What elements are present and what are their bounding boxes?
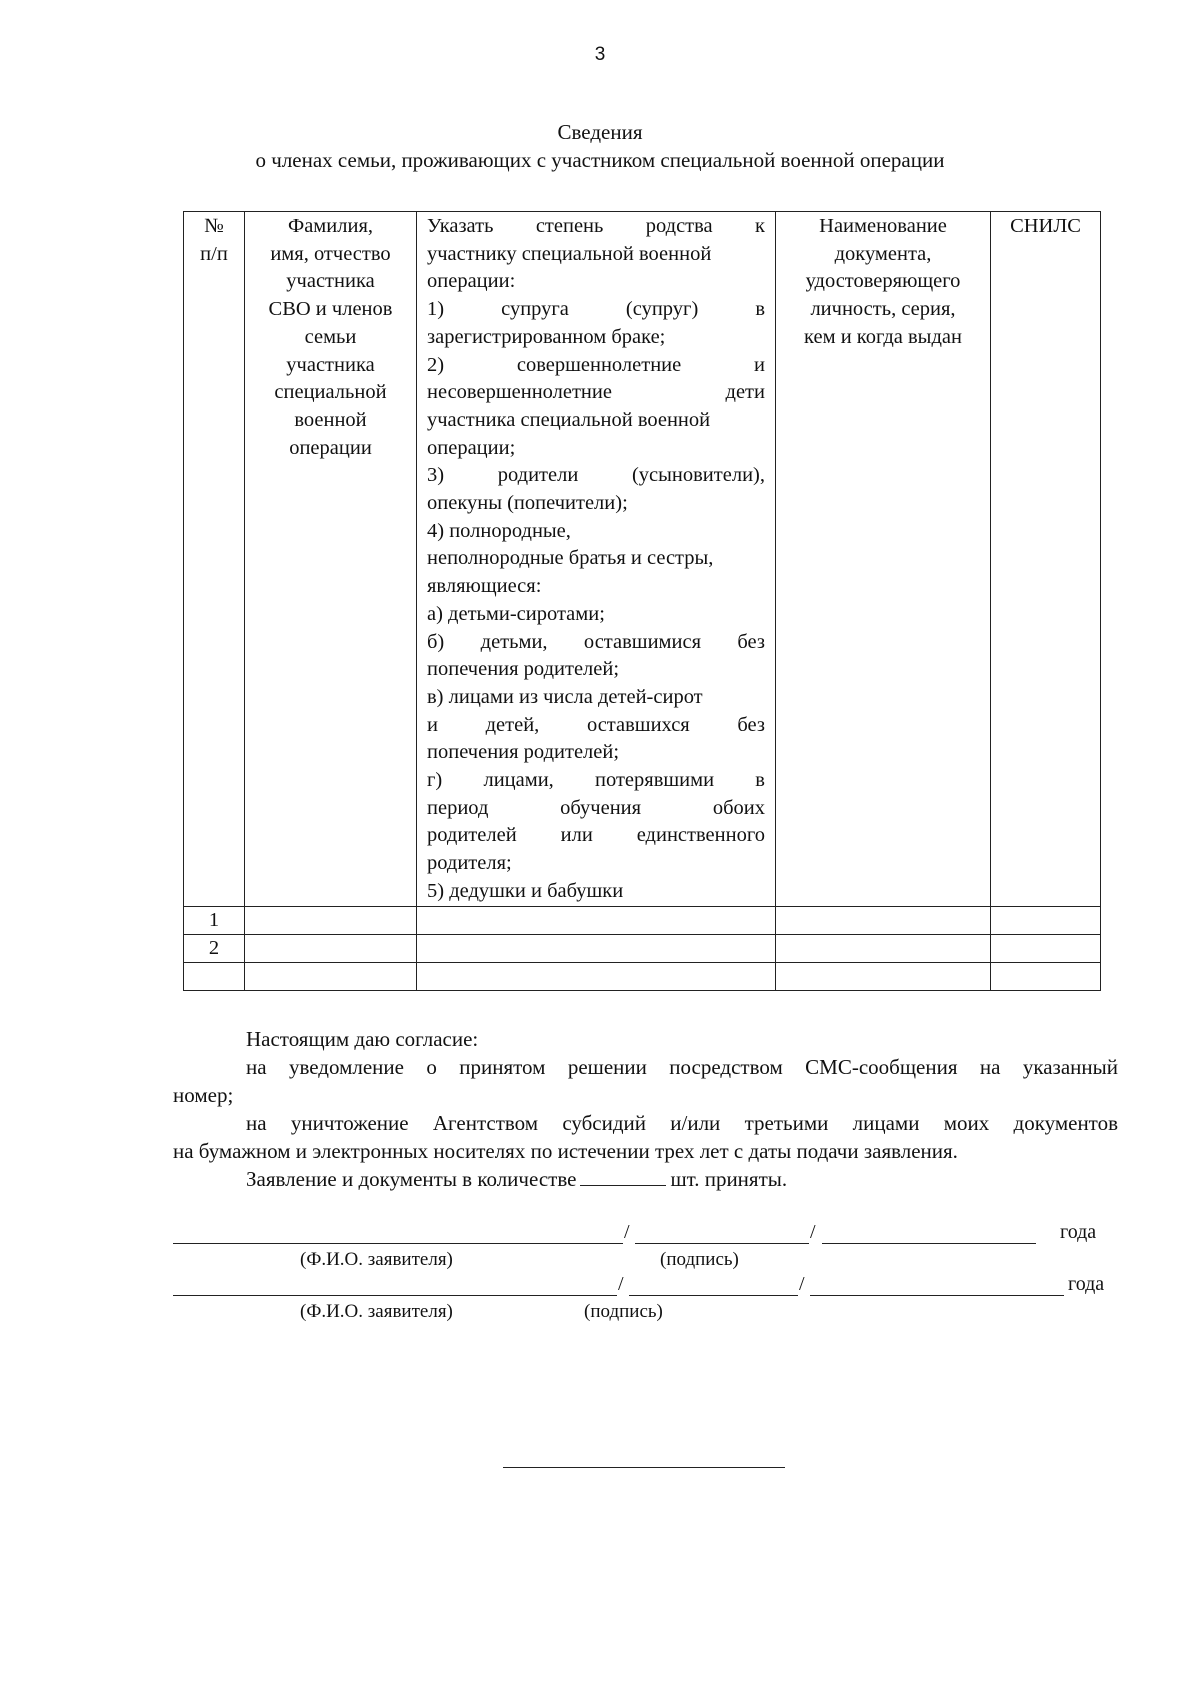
- header-text: участника: [286, 353, 375, 376]
- relation-line: б) детьми, оставшимися без: [427, 630, 765, 653]
- cell-identity-document[interactable]: [776, 934, 991, 962]
- header-text: семьи: [304, 325, 357, 348]
- signature-caption: (подпись): [584, 1301, 663, 1322]
- header-text: участника: [286, 270, 375, 293]
- header-text: удостоверяющего: [805, 270, 961, 293]
- title-line-2: о членах семьи, проживающих с участником специальной военной операции: [255, 148, 945, 172]
- relation-line: являющиеся:: [427, 575, 542, 598]
- document-title: [0, 118, 1200, 174]
- separator-slash: /: [624, 1221, 630, 1243]
- header-text: Фамилия,: [288, 215, 373, 237]
- cell-snils[interactable]: [991, 906, 1101, 934]
- cell-full-name[interactable]: [245, 962, 417, 990]
- cell-full-name[interactable]: [245, 934, 417, 962]
- relation-line: и детей, оставшихся без: [427, 713, 765, 736]
- cell-full-name[interactable]: [245, 906, 417, 934]
- consent-destroy-line-1: на уничтожение Агентством субсидий и/или третьими лицами моих документов: [246, 1111, 1118, 1135]
- relation-line: опекуны (попечители);: [427, 492, 628, 515]
- year-label: года: [1068, 1273, 1105, 1295]
- header-text: п/п: [200, 242, 228, 265]
- separator-slash: /: [618, 1273, 624, 1295]
- table-header-row: [184, 212, 1101, 907]
- relation-line: участнику специальной военной: [427, 242, 712, 265]
- closing-rule: [503, 1467, 785, 1468]
- header-snils: [991, 212, 1101, 907]
- signature-line[interactable]: [629, 1273, 798, 1296]
- row-number: 2: [184, 934, 245, 962]
- documents-count-label: Заявление и документы в количестве: [246, 1167, 577, 1191]
- relation-line: а) детьми-сиротами;: [427, 602, 605, 625]
- table-row: [184, 962, 1101, 990]
- relation-line: 5) дедушки и бабушки: [427, 879, 624, 902]
- page-number: 3: [594, 44, 606, 65]
- signature-row-1: [173, 1221, 1118, 1249]
- applicant-name-caption: (Ф.И.О. заявителя): [300, 1301, 453, 1322]
- consent-sms-line-1: на уведомление о принятом решении посредством СМС-сообщения на указанный: [246, 1055, 1118, 1079]
- consent-sms-line-2: номер;: [173, 1083, 234, 1107]
- separator-slash: /: [810, 1221, 816, 1243]
- header-text: документа,: [834, 242, 932, 265]
- family-members-table: [183, 211, 1101, 991]
- documents-count-blank[interactable]: [580, 1165, 666, 1186]
- header-relationship: [417, 212, 776, 907]
- header-text: военной: [294, 408, 367, 431]
- date-line[interactable]: [822, 1221, 1036, 1244]
- header-identity-document: [776, 212, 991, 907]
- relation-line: несовершеннолетние дети: [427, 381, 765, 404]
- cell-identity-document[interactable]: [776, 962, 991, 990]
- relation-line: попечения родителей;: [427, 658, 620, 681]
- header-text: специальной: [274, 381, 387, 404]
- applicant-name-line[interactable]: [173, 1221, 623, 1244]
- relation-line: 3) родители (усыновители),: [427, 464, 765, 487]
- separator-slash: /: [799, 1273, 805, 1295]
- relation-line: родителя;: [427, 852, 512, 875]
- cell-identity-document[interactable]: [776, 906, 991, 934]
- relation-line: 4) полнородные,: [427, 519, 571, 542]
- header-text: Наименование: [819, 215, 947, 237]
- header-text: имя, отчество: [270, 242, 391, 265]
- signature-line[interactable]: [635, 1221, 809, 1244]
- consent-destroy-line-2: на бумажном и электронных носителях по истечении трех лет с даты подачи заявления.: [173, 1139, 958, 1163]
- relation-line: неполнородные братья и сестры,: [427, 547, 714, 570]
- applicant-name-line[interactable]: [173, 1273, 617, 1296]
- signature-row-2: [173, 1273, 1118, 1301]
- header-text: кем и когда выдан: [804, 325, 962, 348]
- relation-line: зарегистрированном браке;: [427, 325, 666, 348]
- cell-snils[interactable]: [991, 962, 1101, 990]
- year-label: года: [1060, 1221, 1097, 1243]
- relation-line: Указать степень родства к: [427, 215, 765, 237]
- header-text: №: [204, 215, 224, 237]
- relation-line: в) лицами из числа детей-сирот: [427, 685, 703, 708]
- header-text: операции: [289, 436, 372, 459]
- title-line-1: Сведения: [557, 120, 643, 144]
- relation-line: родителей или единственного: [427, 824, 765, 847]
- relation-line: 1) супруга (супруг) в: [427, 298, 765, 321]
- header-full-name: [245, 212, 417, 907]
- cell-relationship[interactable]: [417, 962, 776, 990]
- relation-line: попечения родителей;: [427, 741, 620, 764]
- header-text: СНИЛС: [1010, 215, 1081, 237]
- table-row: [184, 934, 1101, 962]
- cell-relationship[interactable]: [417, 906, 776, 934]
- consent-block: [173, 1025, 1118, 1193]
- documents-accepted-line: [173, 1165, 1118, 1193]
- relation-line: г) лицами, потерявшими в: [427, 769, 765, 792]
- relation-line: период обучения обоих: [427, 796, 765, 819]
- row-number: 1: [184, 906, 245, 934]
- table-row: [184, 906, 1101, 934]
- relation-line: операции:: [427, 270, 516, 293]
- cell-relationship[interactable]: [417, 934, 776, 962]
- relation-line: операции;: [427, 436, 516, 459]
- applicant-name-caption: (Ф.И.О. заявителя): [300, 1249, 453, 1270]
- cell-snils[interactable]: [991, 934, 1101, 962]
- header-text: личность, серия,: [810, 298, 956, 321]
- row-number: [184, 962, 245, 990]
- consent-intro: Настоящим даю согласие:: [246, 1027, 479, 1051]
- relation-line: 2) совершеннолетние и: [427, 353, 765, 376]
- signature-caption: (подпись): [660, 1249, 739, 1270]
- date-line[interactable]: [810, 1273, 1064, 1296]
- header-num: [184, 212, 245, 907]
- header-text: СВО и членов: [268, 298, 393, 321]
- documents-accepted-label: шт. приняты.: [670, 1167, 788, 1191]
- relation-line: участника специальной военной: [427, 408, 711, 431]
